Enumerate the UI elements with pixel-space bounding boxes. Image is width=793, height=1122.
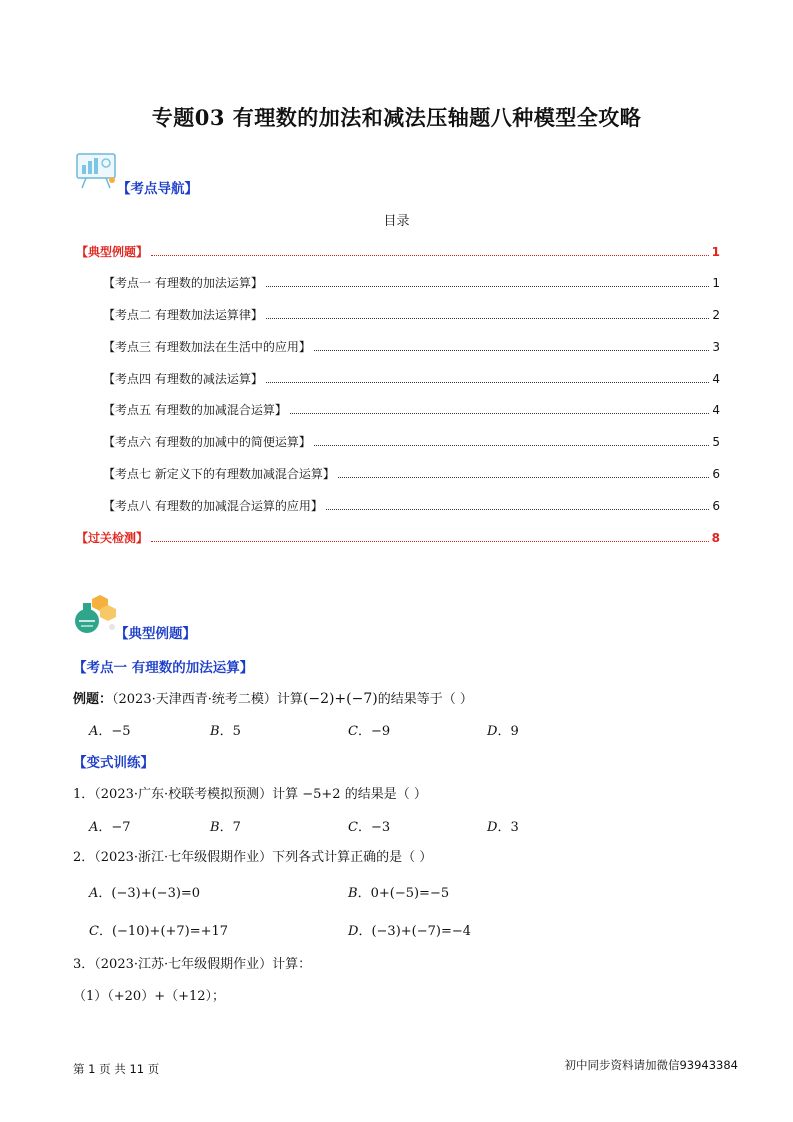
toc-leader xyxy=(314,350,710,351)
question-1: 1．（2023·广东·校联考模拟预测）计算 −5+2 的结果是（ ） xyxy=(73,787,427,802)
example-suffix: 的结果等于（ ） xyxy=(377,692,473,707)
topic1-heading: 【考点一 有理数的加法运算】 xyxy=(73,660,254,676)
toc-leader xyxy=(266,318,710,319)
toc-label: 【考点一 有理数的加法运算】 xyxy=(103,276,263,290)
q1-option-b[interactable]: B．7 xyxy=(210,820,241,835)
example-expression: (−2)+(−7) xyxy=(302,691,378,707)
toc-entry-topic-8[interactable] xyxy=(103,497,720,514)
toc-leader xyxy=(290,413,710,414)
toc-entry-topic-5[interactable] xyxy=(103,401,720,418)
toc-page: 8 xyxy=(711,531,720,545)
footer-note: 初中同步资料请加微信93943384 xyxy=(564,1058,738,1072)
q1-option-d[interactable]: D．3 xyxy=(487,820,519,835)
toc-label: 【考点七 新定义下的有理数加减混合运算】 xyxy=(103,467,335,481)
toc-leader xyxy=(338,477,710,478)
toc-entry-topic-7[interactable] xyxy=(103,465,720,482)
flask-icon xyxy=(72,593,118,635)
toc-page: 1 xyxy=(711,245,720,259)
toc-label: 【考点六 有理数的加减中的简便运算】 xyxy=(103,435,311,449)
question-2: 2．（2023·浙江·七年级假期作业）下列各式计算正确的是（ ） xyxy=(73,850,433,865)
toc-label: 【考点二 有理数加法运算律】 xyxy=(103,308,263,322)
example-source: （2023·天津西青·统考二模）计算 xyxy=(112,692,303,707)
toc-page: 4 xyxy=(712,403,720,417)
example-option-a[interactable]: A．−5 xyxy=(89,724,131,739)
example-label: 例题： xyxy=(73,692,113,707)
nav-heading: 【考点导航】 xyxy=(117,181,198,197)
q2-option-a[interactable]: A．(−3)+(−3)=0 xyxy=(89,886,201,901)
example-option-d[interactable]: D．9 xyxy=(487,724,519,739)
toc-label: 【考点四 有理数的减法运算】 xyxy=(103,372,263,386)
toc-label: 【过关检测】 xyxy=(76,531,149,545)
toc-leader xyxy=(266,382,710,383)
page-title: 专题03 有理数的加法和减法压轴题八种模型全攻略 xyxy=(151,105,642,130)
q2-option-b[interactable]: B．0+(−5)=−5 xyxy=(348,886,450,901)
toc-entry-topic-4[interactable] xyxy=(103,370,720,387)
toc-leader xyxy=(314,445,710,446)
q2-option-c[interactable]: C．(−10)+(+7)=+17 xyxy=(89,924,229,939)
toc-page: 6 xyxy=(712,499,720,513)
toc-leader xyxy=(151,255,709,256)
example-option-c[interactable]: C．−9 xyxy=(348,724,391,739)
q1-option-c[interactable]: C．−3 xyxy=(348,820,391,835)
page-number: 第 1 页 共 11 页 xyxy=(73,1062,160,1076)
toc-label: 【考点三 有理数加法在生活中的应用】 xyxy=(103,340,311,354)
toc-leader xyxy=(266,286,710,287)
section-heading-examples: 【典型例题】 xyxy=(115,626,196,642)
toc-entry-topic-2[interactable] xyxy=(103,306,720,323)
toc-entry-examples[interactable] xyxy=(76,243,720,260)
practice-heading: 【变式训练】 xyxy=(73,755,154,771)
toc-entry-review[interactable] xyxy=(76,529,720,546)
toc-entry-topic-1[interactable] xyxy=(103,274,720,291)
question-3-part-1: （1）（+20）+（+12）； xyxy=(73,989,226,1004)
toc-page: 4 xyxy=(712,372,720,386)
toc-page: 5 xyxy=(712,435,720,449)
toc-page: 1 xyxy=(712,276,720,290)
question-3: 3．（2023·江苏·七年级假期作业）计算： xyxy=(73,957,312,972)
whiteboard-icon xyxy=(74,150,120,190)
toc-label: 【典型例题】 xyxy=(76,245,149,259)
toc-label: 【考点五 有理数的加减混合运算】 xyxy=(103,403,287,417)
toc-page: 2 xyxy=(712,308,720,322)
example-question xyxy=(73,688,473,707)
toc-leader xyxy=(151,541,709,542)
toc-page: 6 xyxy=(712,467,720,481)
toc-leader xyxy=(326,509,710,510)
toc-heading: 目录 xyxy=(383,214,410,229)
q2-option-d[interactable]: D．(−3)+(−7)=−4 xyxy=(348,924,472,939)
toc-entry-topic-3[interactable] xyxy=(103,338,720,355)
example-option-b[interactable]: B．5 xyxy=(210,724,241,739)
toc-page: 3 xyxy=(712,340,720,354)
toc-entry-topic-6[interactable] xyxy=(103,433,720,450)
q1-option-a[interactable]: A．−7 xyxy=(89,820,131,835)
toc-label: 【考点八 有理数的加减混合运算的应用】 xyxy=(103,499,323,513)
